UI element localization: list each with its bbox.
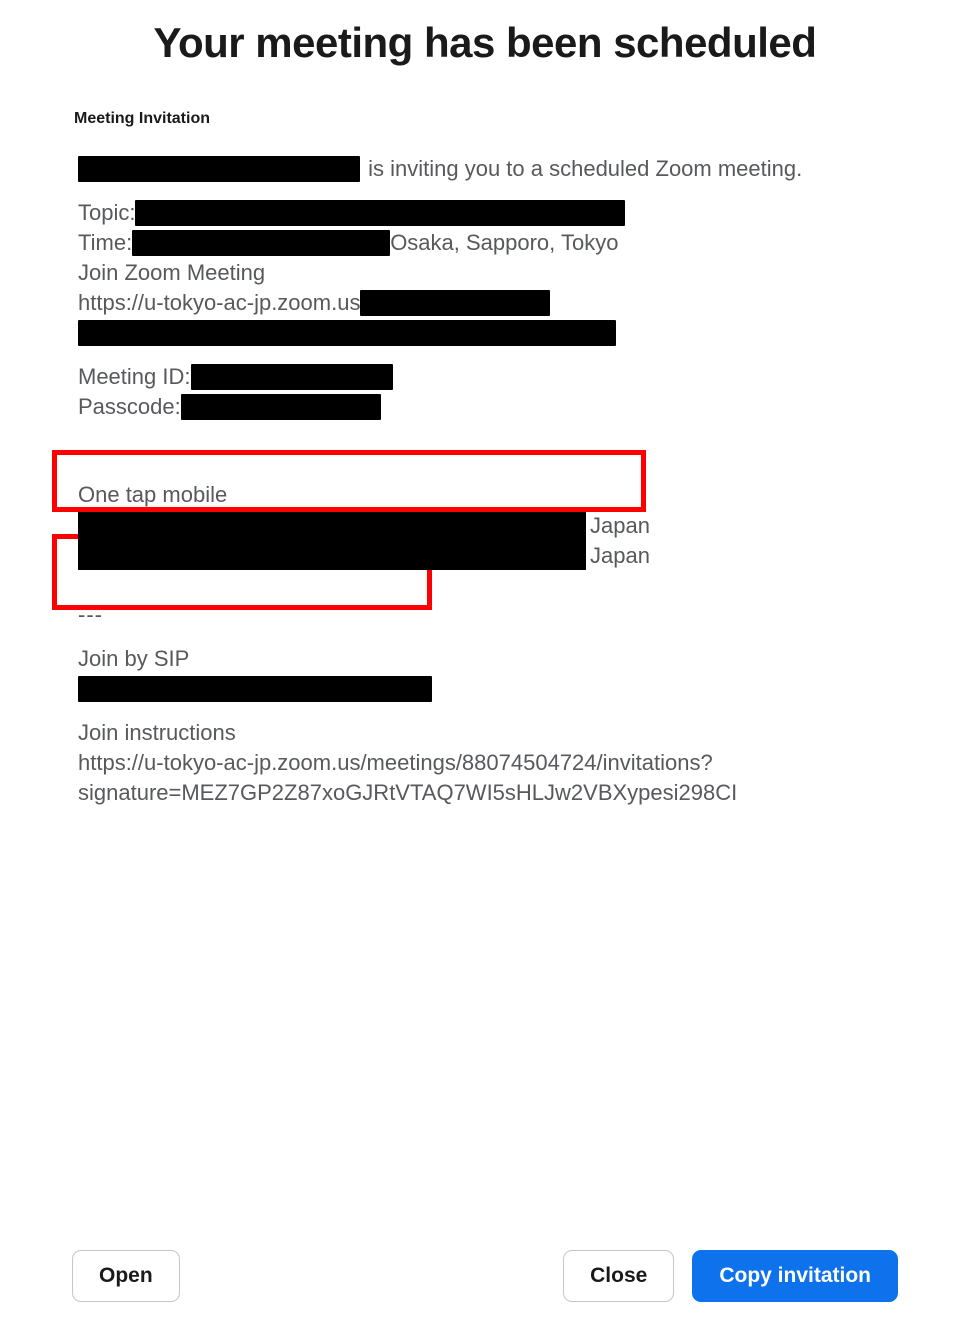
join-url-line-2	[78, 318, 896, 348]
page-title: Your meeting has been scheduled	[153, 19, 817, 66]
topic-line	[78, 198, 896, 228]
close-button[interactable]: Close	[563, 1250, 674, 1302]
join-url-text[interactable]: https://u-tokyo-ac-jp.zoom.us	[78, 290, 361, 316]
dialog-footer	[0, 1224, 970, 1328]
redaction-sip-address	[78, 676, 432, 702]
meeting-id-label: Meeting ID:	[78, 364, 191, 390]
join-instructions-heading: Join instructions	[78, 720, 236, 746]
one-tap-heading: One tap mobile	[78, 482, 228, 508]
redaction-join-url-part1	[360, 290, 550, 316]
redaction-inviter-name	[78, 156, 360, 182]
join-instructions-url-line-1[interactable]: https://u-tokyo-ac-jp.zoom.us/meetings/88074504724/invitations?	[78, 750, 713, 776]
redaction-join-url-part2	[78, 320, 616, 346]
redaction-passcode	[181, 394, 381, 420]
spacer-7	[78, 630, 896, 644]
time-line	[78, 228, 896, 258]
time-label: Time:	[78, 230, 133, 256]
open-button[interactable]: Open	[72, 1250, 180, 1302]
redaction-topic	[135, 200, 625, 226]
redaction-meeting-id	[191, 364, 393, 390]
spacer-2	[78, 348, 896, 362]
join-heading: Join Zoom Meeting	[78, 260, 266, 286]
copy-invitation-button[interactable]: Copy invitation	[692, 1250, 898, 1302]
one-tap-country-2: Japan	[590, 543, 650, 569]
topic-label: Topic:	[78, 200, 136, 226]
spacer-3	[78, 422, 896, 436]
spacer-8	[78, 704, 896, 718]
spacer-4	[78, 466, 896, 480]
invitation-text-body	[0, 154, 970, 1328]
section-label-meeting-invitation: Meeting Invitation	[74, 110, 210, 128]
spacer-6	[78, 586, 896, 600]
passcode-line	[78, 392, 896, 422]
spacer	[78, 184, 896, 198]
meeting-id-line	[78, 362, 896, 392]
redaction-one-tap-numbers	[78, 512, 586, 570]
redaction-time	[132, 230, 390, 256]
passcode-label: Passcode:	[78, 394, 181, 420]
one-tap-country-1: Japan	[590, 513, 650, 539]
divider-2: ---	[78, 602, 103, 628]
timezone-text: Osaka, Sapporo, Tokyo	[390, 230, 619, 256]
divider-1: ---	[78, 438, 103, 464]
footer-right-buttons	[563, 1250, 898, 1302]
join-by-sip-heading: Join by SIP	[78, 646, 190, 672]
join-url-line[interactable]	[78, 288, 896, 318]
sip-address-line	[78, 674, 896, 704]
inviting-text: is inviting you to a scheduled Zoom meeting.	[362, 156, 803, 182]
spacer-5	[78, 572, 896, 586]
one-tap-numbers	[78, 512, 896, 572]
join-instructions-url-line-2[interactable]: signature=MEZ7GP2Z87xoGJRtVTAQ7WI5sHLJw2VBXypesi298CI	[78, 780, 738, 806]
inviter-line	[78, 154, 896, 184]
